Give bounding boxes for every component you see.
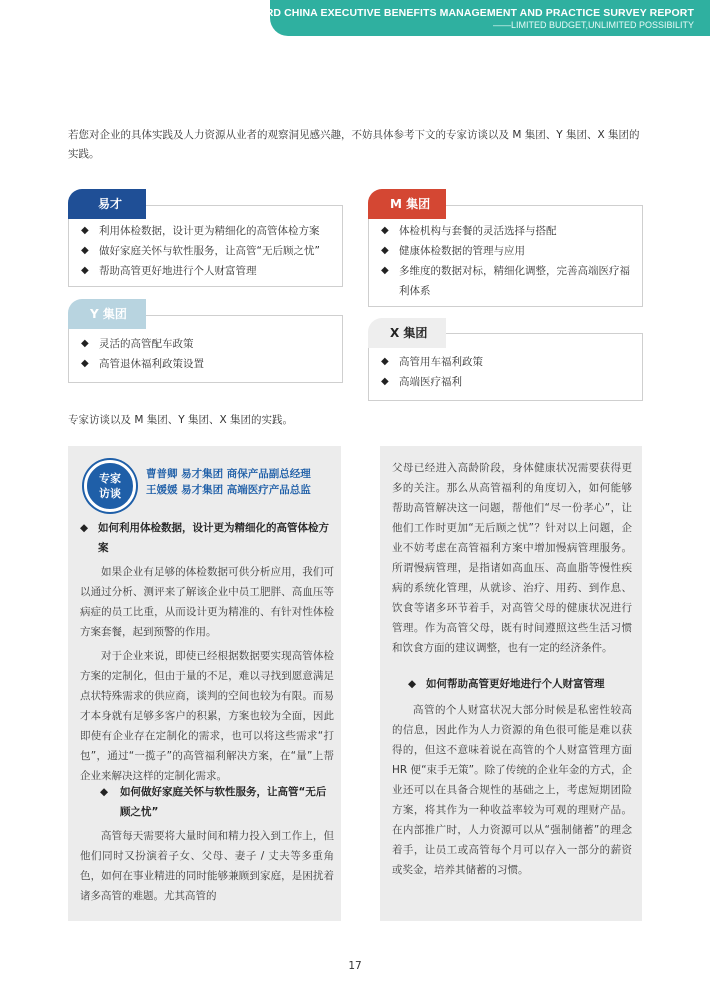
- list-item: ◆ 多维度的数据对标，精细化调整，完善高端医疗福利体系: [379, 261, 634, 301]
- question-heading: ◆ 如何做好家庭关怀与软性服务，让高管“无后顾之忧”: [100, 782, 336, 822]
- list-item: ◆ 灵活的高管配车政策: [79, 334, 339, 354]
- question-heading: ◆ 如何帮助高管更好地进行个人财富管理: [408, 674, 634, 694]
- header-band: [235, 0, 710, 36]
- diamond-bullet-icon: ◆: [381, 265, 389, 276]
- list-item: ◆ 高端医疗福利: [379, 372, 639, 392]
- list-item: ◆ 利用体检数据，设计更为精细化的高管体检方案: [79, 221, 339, 241]
- m-group-tab: M 集团: [368, 189, 446, 219]
- answer-paragraph: 对于企业来说，即使已经根据数据要实现高管体检方案的定制化，但由于量的不足，难以寻找到愿意满足点状特殊需求的供应商，谈判的空间也较为有限。而易才本身就有足够多客户的积累，方案也较为全面，因此即使有企业存在定制化的需求，也可以将这些需求“打包”，通过“一揽子”的高管福利解决方案，在“量”上帮企业来解决这样的定制化需求。: [80, 650, 334, 782]
- expert-name: 王媛媛 易才集团 高端医疗产品总监: [146, 484, 311, 496]
- diamond-bullet-icon: ◆: [81, 245, 89, 256]
- diamond-bullet-icon: ◆: [408, 678, 417, 690]
- list-item: ◆ 健康体检数据的管理与应用: [379, 241, 634, 261]
- list-item: ◆ 高管退休福利政策设置: [79, 354, 339, 374]
- list-item: ◆ 帮助高管更好地进行个人财富管理: [79, 261, 339, 281]
- diamond-bullet-icon: ◆: [381, 225, 389, 236]
- list-item: ◆ 体检机构与套餐的灵活选择与搭配: [379, 221, 634, 241]
- m-group-box: [368, 205, 643, 307]
- diamond-bullet-icon: ◆: [81, 358, 89, 369]
- y-group-list: [79, 334, 339, 374]
- diamond-bullet-icon: ◆: [100, 786, 109, 798]
- diamond-bullet-icon: ◆: [81, 338, 89, 349]
- diamond-bullet-icon: ◆: [381, 376, 389, 387]
- expert-name: 曹普卿 易才集团 商保产品副总经理: [146, 468, 311, 480]
- yicai-list: [79, 221, 339, 281]
- answer-paragraph: 如果企业有足够的体检数据可供分析应用，我们可以通过分析、测评来了解该企业中员工肥胖、高血压等病症的员工比重，从而设计更为精准的、有针对性体检方案套餐，起到预警的作用。: [80, 566, 334, 638]
- m-group-list: [379, 221, 634, 301]
- diamond-bullet-icon: ◆: [80, 522, 89, 534]
- diamond-bullet-icon: ◆: [81, 265, 89, 276]
- y-group-tab: Y 集团: [68, 299, 146, 329]
- intro-paragraph: 若您对企业的具体实践及人力资源从业者的观察洞见感兴趣，不妨具体参考下文的专家访谈以及 M 集团、Y 集团、X 集团的实践。: [68, 129, 640, 160]
- yicai-tab: 易才: [68, 189, 146, 219]
- answer-paragraph: 高管每天需要将大量时间和精力投入到工作上，但他们同时又扮演着子女、父母、妻子 / 丈夫等多重角色，如何在事业精进的同时能够兼顾到家庭，是困扰着诸多高管的难题。尤其高管的: [80, 830, 334, 902]
- report-title: THE 3RD CHINA EXECUTIVE BENEFITS MANAGEMENT AND PRACTICE SURVEY REPORT: [235, 7, 694, 19]
- list-item: ◆ 高管用车福利政策: [379, 352, 639, 372]
- list-item: ◆ 做好家庭关怀与软性服务，让高管“无后顾之忧”: [79, 241, 339, 261]
- answer-paragraph: 父母已经进入高龄阶段，身体健康状况需要获得更多的关注。那么从高管福利的角度切入，如何能够帮助高管解决这一问题，帮他们“尽一份孝心”，让他们工作时更加“无后顾之忧”？针对以上问题，企业不妨考虑在高管福利方案中增加慢病管理服务。所谓慢病管理，是指诸如高血压、高血脂等慢性疾病的系统化管理，从就诊、治疗、用药、到作息、饮食等诸多环节着手，对高管父母的健康状况进行管理。作为高管父母，既有时间遵照这些生活习惯和饮食方面的建议调整，也有一定的经济条件。: [392, 462, 632, 654]
- diamond-bullet-icon: ◆: [381, 356, 389, 367]
- page-number: 17: [348, 960, 362, 972]
- diamond-bullet-icon: ◆: [81, 225, 89, 236]
- x-group-list: [379, 352, 639, 392]
- expert-names: [146, 466, 311, 498]
- diamond-bullet-icon: ◆: [381, 245, 389, 256]
- expert-interview-badge: 专家 访谈: [84, 460, 136, 512]
- answer-paragraph: 高管的个人财富状况大部分时候是私密性较高的信息，因此作为人力资源的角色很可能是难以获得的，但这不意味着说在高管的个人财富管理方面 HR 便“束手无策”。除了传统的企业年金的方式，企业还可以在具备合规性的基础之上，考虑短期团险方案，将其作为一种收益率较为可观的理财产品。在内部推广时，人力资源可以从“强制储蓄”的理念着手，让员工或高管每个月可以存入一部分的薪资或奖金，培养其储蓄的习惯。: [392, 704, 632, 876]
- x-group-tab: X 集团: [368, 318, 446, 348]
- report-subtitle: ——LIMITED BUDGET,UNLIMITED POSSIBILITY: [492, 20, 694, 30]
- section-note: 专家访谈以及 M 集团、Y 集团、X 集团的实践。: [68, 414, 294, 426]
- question-heading: ◆ 如何利用体检数据，设计更为精细化的高管体检方案: [80, 518, 336, 558]
